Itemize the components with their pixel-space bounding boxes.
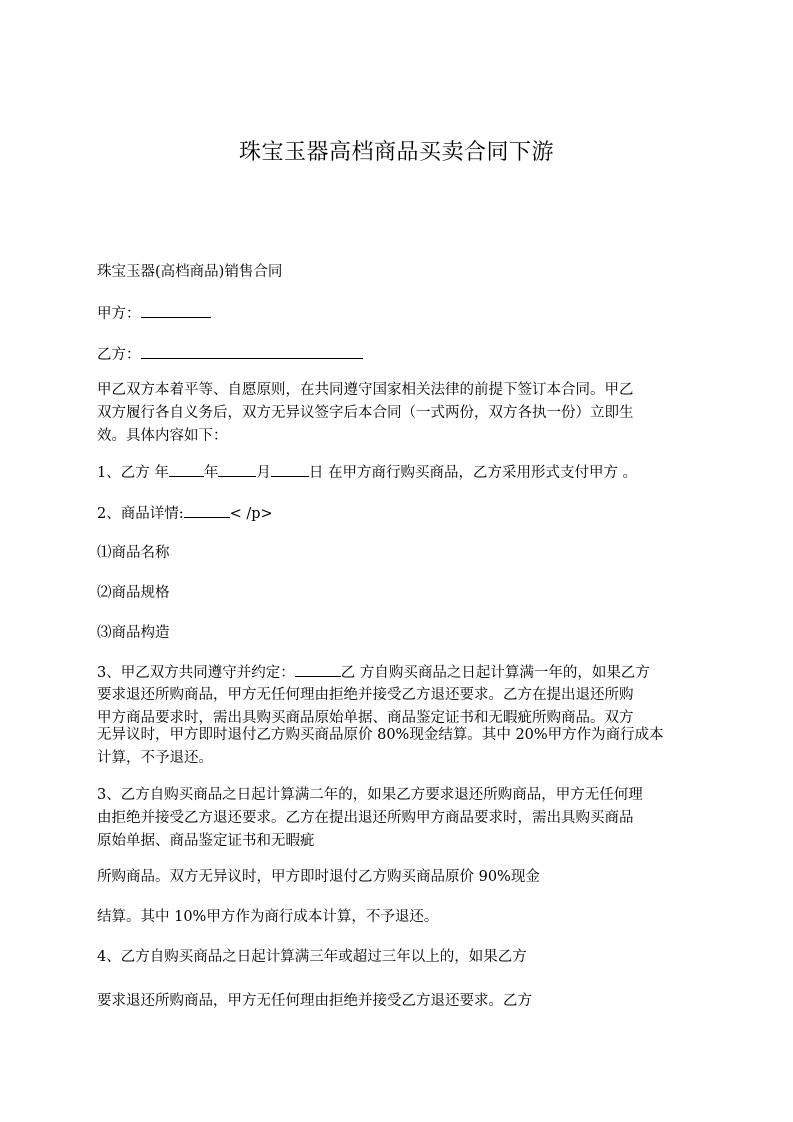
clause-3b-end: 结算。其中 10%甲方作为商行成本计算，不予退还。 — [97, 909, 439, 925]
clause-3b-line-1: 3、乙方自购买商品之日起计算满二年的，如果乙方要求退还所购商品，甲方无任何理 — [97, 787, 643, 803]
clause-3-line-1-rest: 乙 方自购买商品之日起计算满一年的，如果乙方 — [340, 665, 650, 681]
intro-line-2: 双方履行各自义务后，双方无异议签字后本合同（一式两份，双方各执一份）立即生 — [97, 405, 634, 421]
agreement-blank — [295, 661, 341, 677]
clause-4-continuation: 要求退还所购商品，甲方无任何理由拒绝并接受乙方退还要求。乙方 — [97, 993, 532, 1009]
party-a-blank — [141, 302, 211, 318]
clause-3b-line-3: 原始单据、商品鉴定证书和无暇疵 — [97, 833, 315, 849]
party-b-line — [97, 343, 709, 366]
month-blank — [218, 461, 256, 477]
clause-3-line-5: 计算，不予退还。 — [97, 750, 213, 766]
clause-3b-continuation: 所购商品。双方无异议时，甲方即时退付乙方购买商品原价 90%现金 — [97, 869, 540, 885]
detail-blank — [184, 502, 230, 518]
clause-2-label: 2、商品详情: — [97, 506, 184, 522]
clause-1 — [97, 461, 709, 484]
contract-subtitle: 珠宝玉器(高档商品)销售合同 — [97, 264, 283, 280]
clause-3-line-2: 要求退还所购商品，甲方无任何理由拒绝并接受乙方退还要求。乙方在提出退还所购 — [97, 687, 634, 703]
party-b-blank — [141, 343, 363, 359]
clause-1-part-b: 年 — [203, 465, 219, 481]
clause-1-part-c: 月 — [256, 465, 271, 481]
party-a-line — [97, 302, 709, 325]
clause-3b-line-2: 由拒绝并接受乙方退还要求。乙方在提出退还所购甲方商品要求时，需出具购买商品 — [97, 810, 634, 826]
clause-3-line-1 — [97, 661, 709, 684]
clause-3-lead: 3、甲乙双方共同遵守并约定： — [97, 665, 295, 681]
clause-4: 4、乙方自购买商品之日起计算满三年或超过三年以上的，如果乙方 — [97, 949, 527, 965]
clause-2 — [97, 502, 709, 525]
item-product-structure: ⑶商品构造 — [97, 625, 170, 641]
clause-1-part-d: 日 在甲方商行购买商品，乙方采用形式支付甲方 。 — [308, 465, 638, 481]
day-blank — [271, 461, 309, 477]
clause-2-stray-tag: < /p> — [229, 506, 273, 522]
year-blank — [169, 461, 204, 477]
clause-3-line-3: 甲方商品要求时，需出具购买商品原始单据、商品鉴定证书和无暇疵所购商品。双方 — [97, 710, 634, 726]
intro-line-1: 甲乙双方本着平等、自愿原则，在共同遵守国家相关法律的前提下签订本合同。甲乙 — [97, 382, 634, 398]
intro-line-3: 效。具体内容如下： — [97, 428, 228, 444]
item-product-name: ⑴商品名称 — [97, 545, 170, 561]
party-a-label: 甲方： — [97, 306, 141, 322]
clause-3-line-4: 无异议时，甲方即时退付乙方购买商品原价 80%现金结算。其中 20%甲方作为商行成本 — [97, 727, 664, 743]
party-b-label: 乙方： — [97, 347, 141, 363]
document-title: 珠宝玉器高档商品买卖合同下游 — [238, 140, 554, 165]
item-product-spec: ⑵商品规格 — [97, 585, 170, 601]
clause-1-part-a: 1、乙方 年 — [97, 465, 169, 481]
